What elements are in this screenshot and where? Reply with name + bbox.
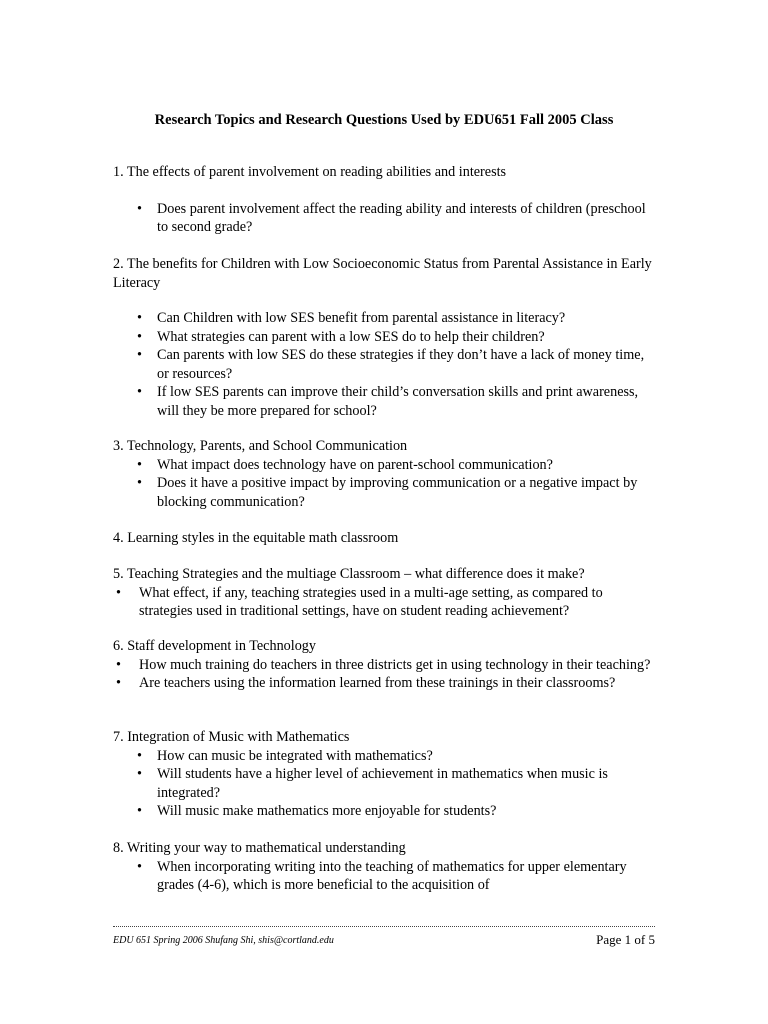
bullet-item: • What strategies can parent with a low SES do to help their children? [113, 328, 658, 347]
section-heading: 3. Technology, Parents, and School Communication [113, 438, 408, 454]
bullet-item: • How can music be integrated with mathematics? [113, 747, 658, 766]
section-7 [113, 728, 658, 821]
document-title: Research Topics and Research Questions Used by EDU651 Fall 2005 Class [154, 112, 614, 128]
bullet-item: • Will music make mathematics more enjoyable for students? [113, 802, 658, 821]
footer-divider [113, 926, 655, 927]
bullet-list [113, 309, 658, 420]
section-1 [113, 163, 658, 237]
section-2 [113, 255, 658, 420]
bullet-item: • Are teachers using the information learned from these trainings in their classrooms? [113, 674, 658, 693]
footer-author: EDU 651 Spring 2006 Shufang Shi, shis@cortland.edu [113, 935, 334, 946]
section-heading: 5. Teaching Strategies and the multiage Classroom – what difference does it make? [113, 566, 585, 582]
section-heading: 6. Staff development in Technology [113, 638, 316, 654]
section-heading: 7. Integration of Music with Mathematics [113, 729, 350, 745]
bullet-item: • Can Children with low SES benefit from parental assistance in literacy? [113, 309, 658, 328]
section-5 [113, 565, 658, 621]
bullet-item: • Can parents with low SES do these strategies if they don’t have a lack of money time, or resources? [113, 346, 658, 383]
bullet-list [113, 200, 658, 237]
bullet-item: • What impact does technology have on parent-school communication? [113, 456, 658, 475]
bullet-item: • Does it have a positive impact by improving communication or a negative impact by blocking communication? [113, 474, 658, 511]
section-heading: 2. The benefits for Children with Low Socioeconomic Status from Parental Assistance in Early Literacy [113, 256, 652, 291]
bullet-item: • Does parent involvement affect the reading ability and interests of children (preschool to second grade? [113, 200, 658, 237]
section-8 [113, 839, 658, 895]
bullet-list [113, 747, 658, 821]
bullet-list [113, 456, 658, 512]
section-3 [113, 437, 658, 511]
bullet-item: • Will students have a higher level of achievement in mathematics when music is integrated? [113, 765, 658, 802]
section-heading: 8. Writing your way to mathematical understanding [113, 840, 406, 856]
bullet-list [113, 656, 658, 693]
bullet-item: • If low SES parents can improve their child’s conversation skills and print awareness, will they be more prepared for school? [113, 383, 658, 420]
bullet-item: • How much training do teachers in three districts get in using technology in their teaching? [113, 656, 658, 675]
section-6 [113, 637, 658, 693]
page-number: Page 1 of 5 [596, 932, 655, 947]
bullet-list [113, 584, 658, 621]
section-4 [113, 529, 658, 548]
section-heading: 4. Learning styles in the equitable math classroom [113, 530, 399, 546]
bullet-item: • When incorporating writing into the teaching of mathematics for upper elementary grades (4-6), which is more beneficial to the acquisition of [113, 858, 658, 895]
bullet-item: • What effect, if any, teaching strategies used in a multi-age setting, as compared to strategies used in traditional settings, have on student reading achievement? [113, 584, 658, 621]
section-heading: 1. The effects of parent involvement on reading abilities and interests [113, 164, 507, 180]
bullet-list [113, 858, 658, 895]
